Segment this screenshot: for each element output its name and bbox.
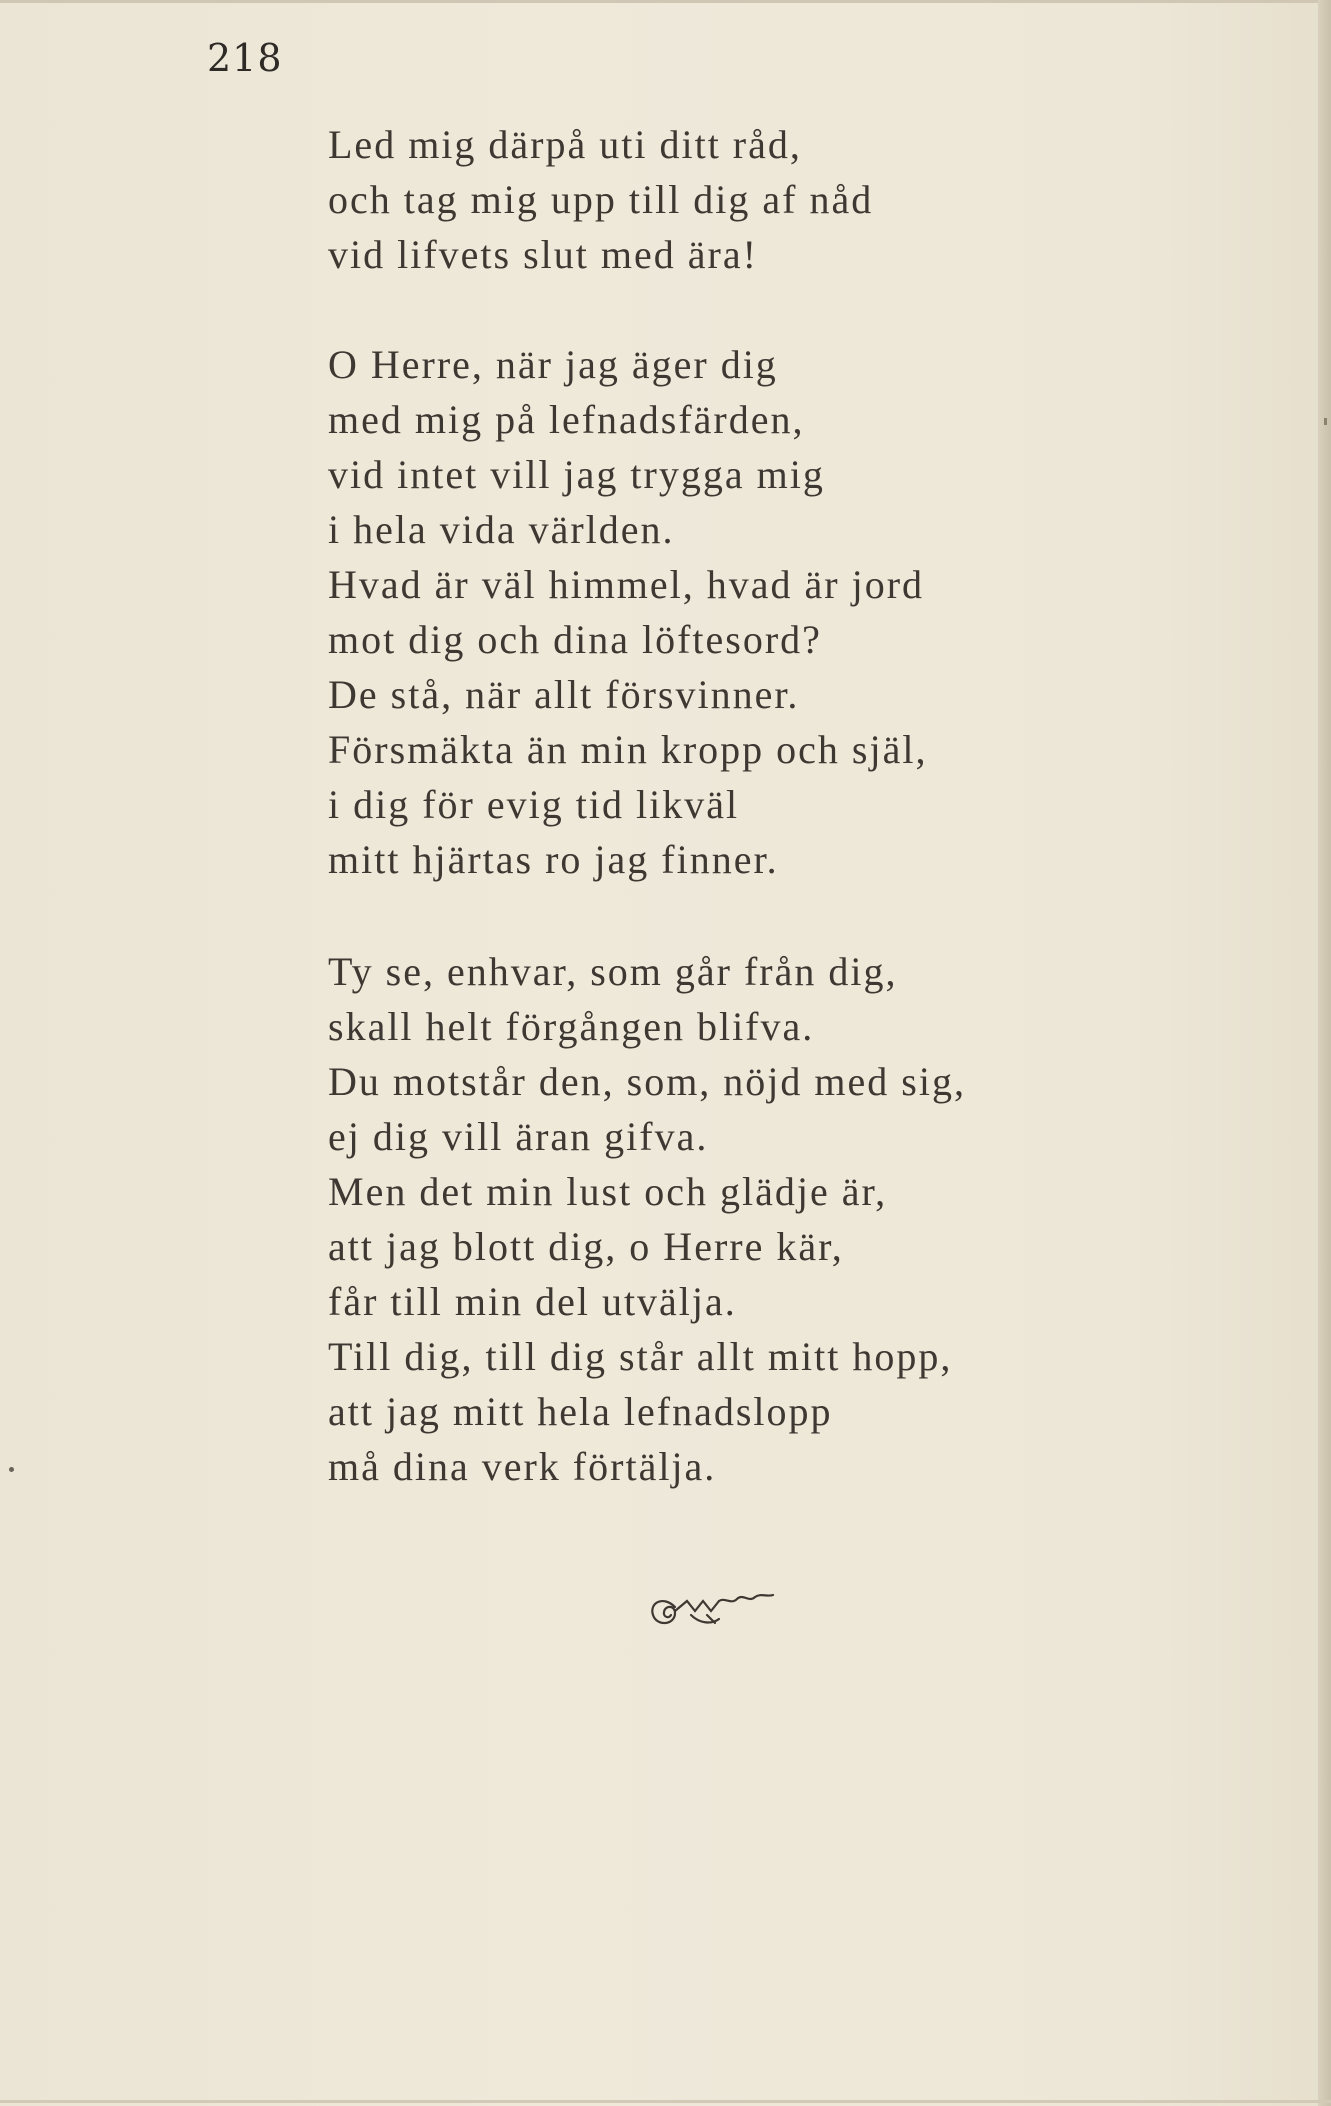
- poem-line: i dig för evig tid likväl: [328, 782, 740, 827]
- right-page-edge: [1318, 0, 1331, 2106]
- poem-line: vid lifvets slut med ära!: [328, 232, 758, 277]
- edge-speck: [1324, 418, 1327, 425]
- end-flourish-icon: [645, 1585, 780, 1635]
- poem-line: De stå, när allt försvinner.: [328, 672, 800, 717]
- page-number: 218: [207, 36, 283, 80]
- poem-line: mot dig och dina löftesord?: [328, 617, 822, 662]
- poem-line: och tag mig upp till dig af nåd: [328, 177, 874, 222]
- poem-line: att jag blott dig, o Herre kär,: [328, 1224, 844, 1269]
- poem-line: vid intet vill jag trygga mig: [328, 452, 825, 497]
- top-page-edge: [0, 0, 1331, 3]
- poem-line: skall helt förgången blifva.: [328, 1004, 815, 1049]
- poem-line: må dina verk förtälja.: [328, 1444, 717, 1489]
- poem-line: O Herre, när jag äger dig: [328, 342, 778, 387]
- poem-line: att jag mitt hela lefnadslopp: [328, 1389, 833, 1434]
- stanza-2: [328, 337, 927, 887]
- poem-line: Till dig, till dig står allt mitt hopp,: [328, 1334, 953, 1379]
- poem-line: Led mig därpå uti ditt råd,: [328, 122, 802, 167]
- poem-line: Försmäkta än min kropp och själ,: [328, 727, 928, 772]
- stanza-3: [328, 944, 966, 1494]
- poem-line: Du motstår den, som, nöjd med sig,: [328, 1059, 966, 1104]
- stanza-1: [328, 117, 873, 282]
- poem-line: Hvad är väl himmel, hvad är jord: [328, 562, 925, 607]
- poem-line: får till min del utvälja.: [328, 1279, 737, 1324]
- poem-line: Men det min lust och glädje är,: [328, 1169, 888, 1214]
- poem-line: Ty se, enhvar, som går från dig,: [328, 949, 898, 994]
- poem-line: mitt hjärtas ro jag finner.: [328, 837, 779, 882]
- bottom-page-edge: [0, 2100, 1331, 2103]
- poem-line: med mig på lefnadsfärden,: [328, 397, 805, 442]
- margin-mark: [9, 1467, 14, 1472]
- poem-line: ej dig vill äran gifva.: [328, 1114, 709, 1159]
- poem-line: i hela vida världen.: [328, 507, 675, 552]
